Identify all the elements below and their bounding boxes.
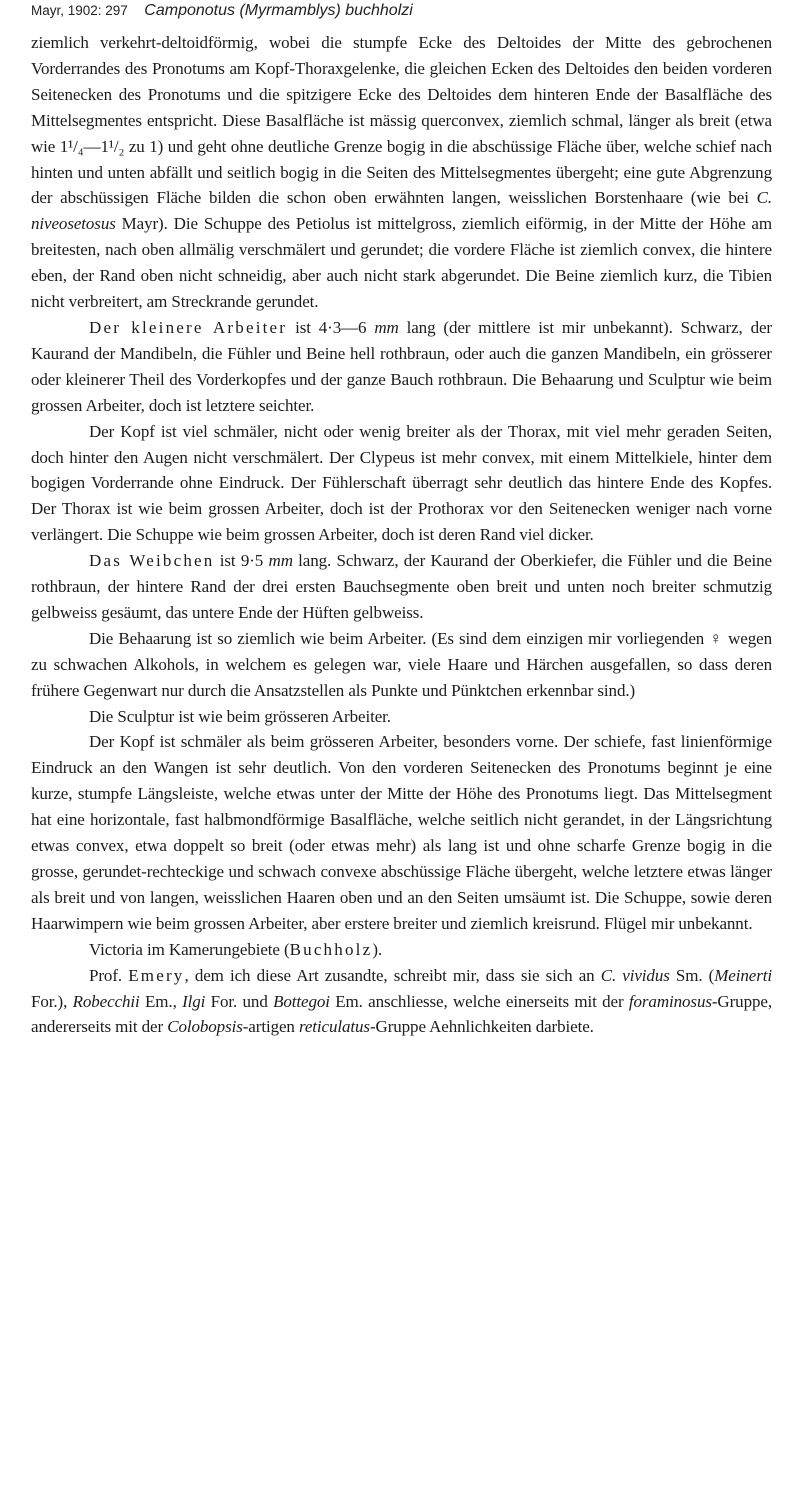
paragraph-2: Der kleinere Arbeiter ist 4·3—6 mm lang (der mittlere ist mir unbekannt). Schwarz, der Kaurand der Mandibeln, die Fühler und Beine hell rothbraun, oder auch die ganzen Mandibeln, ein grösserer oder kleinerer Theil des Vorderkopfes und der ganze Bauch rothbraun. Die Behaarung und Sculptur wie beim grossen Arbeiter, doch ist letztere seichter.	[31, 317, 772, 415]
citation: Mayr, 1902: 297	[31, 3, 128, 18]
paragraph-7: Der Kopf ist schmäler als beim grösseren Arbeiter, besonders vorne. Der schiefe, fast linienförmige Eindruck an den Wangen ist sehr deutlich. Von den vorderen Seitenecken des Pronotums beginnt je eine kurze, stumpfe Längsleiste, welche etwas unter der Mitte der Höhe des Pronotums liegt. Das Mittelsegment hat eine horizontale, fast halbmondförmige Basalfläche, welche seitlich nicht gerandet, in der Längsrichtung etwas convex, etwa doppelt so breit (oder etwas mehr) als lang ist und ohne scharfe Grenze bogig in die grosse, gerundet-rechteckige und schwach convexe abschüssige Fläche übergeht, welche letztere etwas länger als breit und von langen, weisslichen Haaren oben und an den Seiten umsäumt ist. Die Schuppe, sowie deren Haarwimpern wie beim grossen Arbeiter, aber erstere breiter und ziemlich kreisrund. Flügel mir unbekannt.	[31, 732, 772, 933]
text-body	[31, 30, 772, 1040]
paragraph-4: Das Weibchen ist 9·5 mm lang. Schwarz, der Kaurand der Oberkiefer, die Fühler und die Beine rothbraun, der hintere Rand der drei ersten Bauchsegmente oben breit und unten noch breiter schmutzig gelbweiss gesäumt, das untere Ende der Hüften gelbweiss.	[31, 551, 773, 622]
paragraph-3: Der Kopf ist viel schmäler, nicht oder wenig breiter als der Thorax, mit viel mehr geraden Seiten, doch hinter den Augen nicht verschmälert. Der Clypeus ist mehr convex, mit einem Mittelkiele, hinter dem bogigen Vorderrande ohne Eindruck. Der Fühlerschaft überragt sehr deutlich das hintere Ende des Kopfes. Der Thorax ist wie beim grossen Arbeiter, doch ist der Prothorax vor den Seitenecken weniger nach vorne verlängert. Die Schuppe wie beim grossen Arbeiter, doch ist deren Rand viel dicker.	[31, 421, 772, 545]
page-header	[31, 2, 413, 24]
paragraph-9: Prof. Emery, dem ich diese Art zusandte, schreibt mir, dass sie sich an C. vividus Sm. (Meinerti For.), Robecchii Em., Ilgi For. und Bottegoi Em. anschliesse, welche einerseits mit der foraminosus-Gruppe, andererseits mit der Colobopsis-artigen reticulatus-Gruppe Aehnlichkeiten darbiete.	[31, 965, 772, 1037]
paragraph-5: Die Behaarung ist so ziemlich wie beim Arbeiter. (Es sind dem einzigen mir vorliegenden ♀ wegen zu schwachen Alkohols, in welchem es gelegen war, viele Haare und Härchen ausgefallen, so dass deren frühere Gegenwart nur durch die Ansatzstellen als Punkte und Pünktchen erkennbar sind.)	[31, 628, 772, 700]
paragraph-1: ziemlich verkehrt-deltoidförmig, wobei die stumpfe Ecke des Deltoides der Mitte des gebrochenen Vorderrandes des Pronotums am Kopf-Thoraxgelenke, die gleichen Ecken des Deltoides den beiden vorderen Seitenecken des Pronotums und die spitzigere Ecke des Deltoides dem hinteren Ende der Basalfläche des Mittelsegmentes entspricht. Diese Basalfläche ist mässig querconvex, ziemlich schmal, länger als breit (etwa wie 1¹/₄—1¹/₂ zu 1) und geht ohne deutliche Grenze bogig in die abschüssige Fläche über, welche schief nach hinten und unten abfällt und seitlich bogig in die Seiten des Mittelsegmentes übergeht; eine gute Abgrenzung der abschüssigen Fläche bilden die schon oben erwähnten langen, weisslichen Borstenhaare (wie bei C. niveosetosus Mayr). Die Schuppe des Petiolus ist mittelgross, ziemlich eiförmig, in der Mitte der Höhe am breitesten, nach oben allmälig verschmälert und gerundet; die vordere Fläche ist ziemlich convex, die hintere eben, der Rand oben nicht schneidig, aber auch nicht stark abgerundet. Die Beine ziemlich kurz, die Tibien nicht verbreitert, am Streckrande gerundet.	[31, 33, 772, 312]
paragraph-8: Victoria im Kamerungebiete (Buchholz).	[89, 939, 383, 959]
species-title: Camponotus (Myrmamblys) buchholzi	[144, 2, 413, 19]
paragraph-6: Die Sculptur ist wie beim grösseren Arbeiter.	[89, 706, 391, 726]
